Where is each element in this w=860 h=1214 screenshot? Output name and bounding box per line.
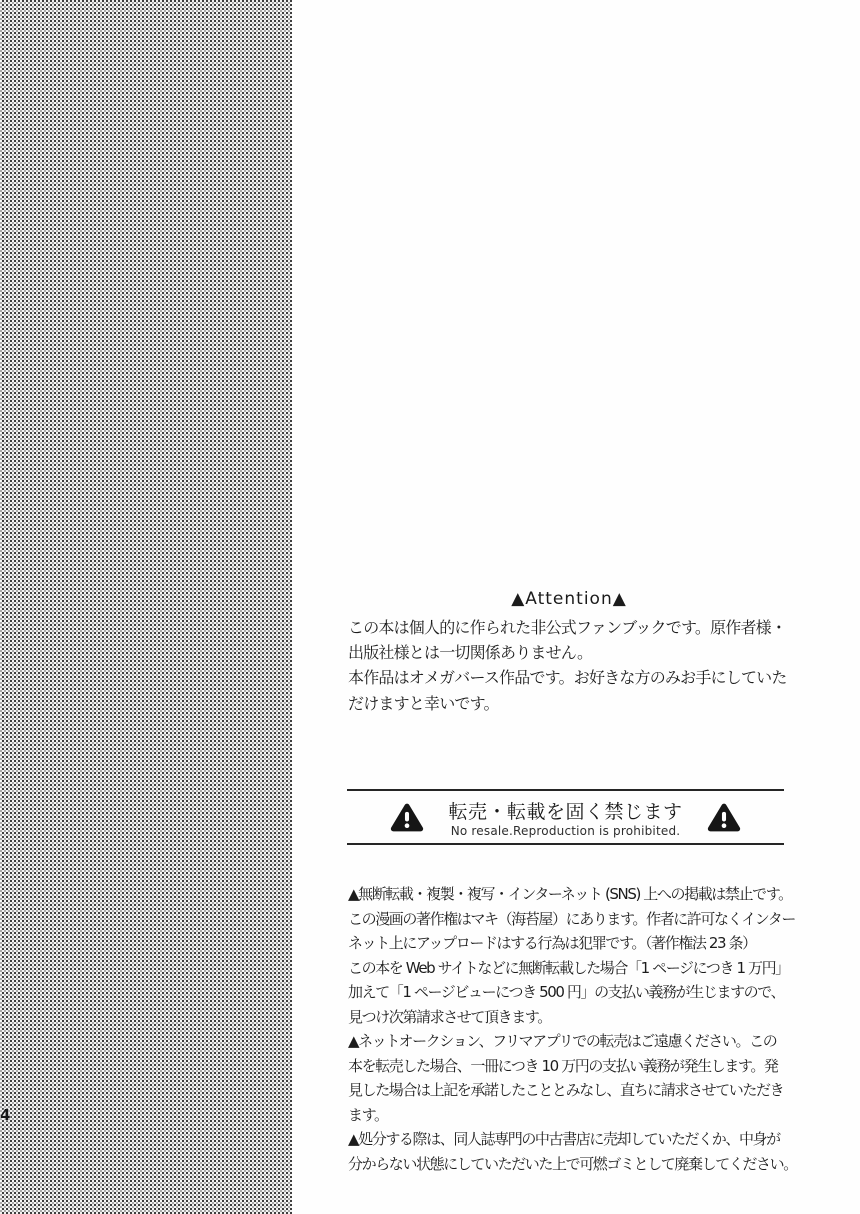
legal-notice-line: 加えて「1 ページビューにつき 500 円」の支払い義務が生じますので、 (348, 983, 785, 1001)
legal-notice-line: 見した場合は上記を承諾したこととみなし、直ちに請求させていただき (348, 1081, 784, 1099)
attention-line: 本作品はオメガバース作品です。お好きな方のみお手にしていた (348, 668, 787, 688)
attention-line: この本は個人的に作られた非公式ファンブックです。原作者様・ (348, 618, 787, 637)
legal-notice-line: ネット上にアップロードはする行為は犯罪です。（著作権法 23 条） (348, 934, 756, 952)
notice-column (348, 0, 797, 1214)
legal-notice-line: 本を転売した場合、一冊につき 10 万円の支払い義務が発生します。発 (348, 1056, 778, 1075)
halftone-texture-strip (0, 0, 292, 1214)
legal-notice-line: この本を Web サイトなどに無断転載した場合「1 ページにつき 1 万円」 (348, 958, 789, 977)
warning-triangle-icon (707, 802, 741, 833)
warning-triangle-icon (390, 802, 424, 833)
attention-line: 出版社様とは一切関係ありません。 (348, 643, 593, 663)
attention-paragraph (348, 615, 790, 716)
legal-notice-line: ます。 (348, 1105, 388, 1124)
legal-notice-line: ▲処分する際は、同人誌専門の中古書店に売却していただくか、中身が (348, 1130, 780, 1148)
legal-notice-paragraph (348, 882, 797, 1176)
legal-notice-line: この漫画の著作権はマキ（海苔屋）にあります。作者に許可なくインター (348, 909, 796, 928)
no-resale-title: 転売・転載を固く禁じます (448, 801, 683, 823)
no-resale-text (448, 797, 682, 838)
legal-notice-line: ▲ネットオークション、フリマアプリでの転売はご遠慮ください。この (348, 1032, 777, 1050)
no-resale-subtitle: No resale.Reproduction is prohibited. (450, 824, 681, 838)
attention-heading: ▲Attention▲ (511, 589, 627, 609)
page-number: 4 (0, 1106, 11, 1124)
legal-notice-line: 見つけ次第請求させて頂きます。 (348, 1007, 551, 1026)
legal-notice-line: ▲無断転載・複製・複写・インターネット (SNS) 上への掲載は禁止です。 (348, 885, 792, 903)
no-resale-banner (347, 789, 784, 845)
attention-line: だけますと幸いです。 (348, 693, 499, 713)
legal-notice-line: 分からない状態にしていただいた上で可燃ゴミとして廃棄してください。 (348, 1154, 797, 1173)
